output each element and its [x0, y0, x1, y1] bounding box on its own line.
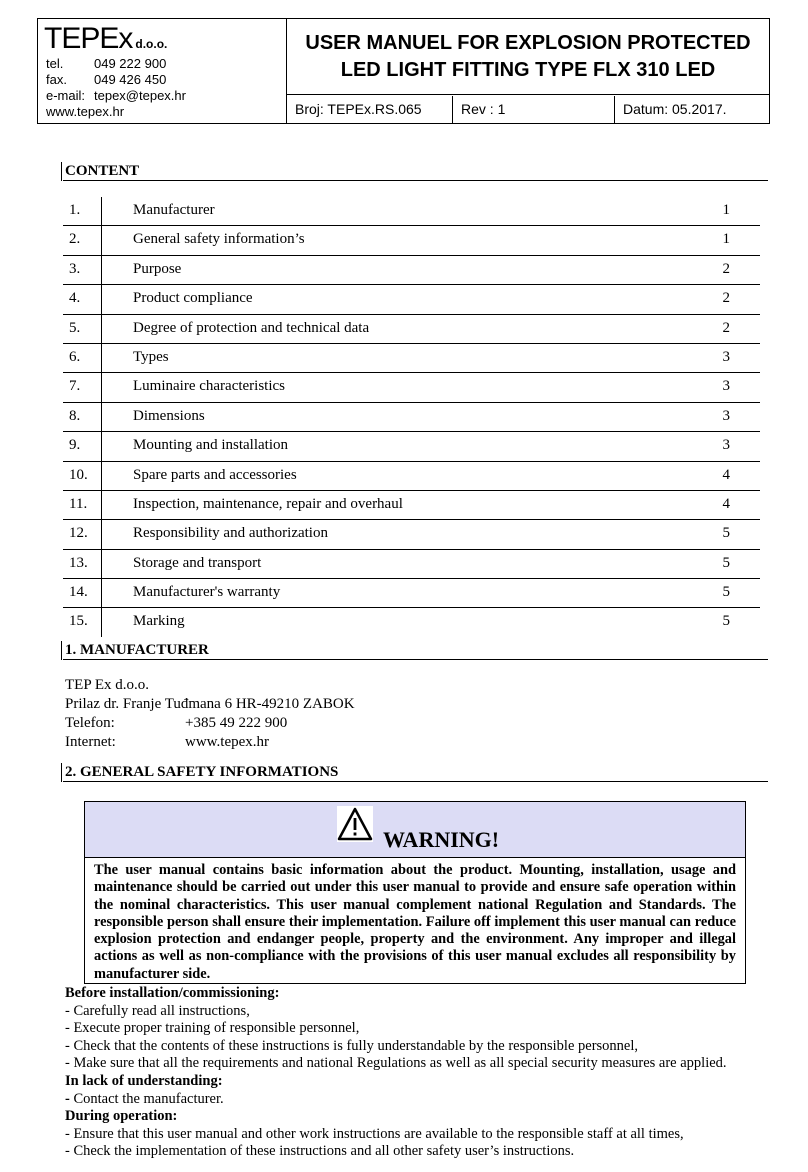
- company-logo: TEPEx d.o.o.: [44, 22, 168, 55]
- toc-row[interactable]: [63, 579, 760, 608]
- contact-email: e-mail: tepex@tepex.hr: [46, 88, 186, 103]
- toc-number: 9.: [69, 437, 81, 454]
- toc-page: 2: [722, 290, 730, 307]
- toc-number: 3.: [69, 260, 81, 277]
- toc-title: Marking: [133, 613, 185, 630]
- toc-title: General safety information’s: [133, 231, 305, 248]
- title-line-2: LED LIGHT FITTING TYPE FLX 310 LED: [340, 59, 716, 81]
- safety-instructions: [65, 985, 765, 1161]
- during-heading: During operation:: [65, 1108, 178, 1125]
- toc-title: Purpose: [133, 260, 182, 277]
- toc-row[interactable]: [63, 256, 760, 285]
- doc-number: Broj: TEPEx.RS.065: [287, 96, 453, 123]
- toc-title: Manufacturer: [133, 202, 215, 218]
- before-item: - Carefully read all instructions,: [65, 1002, 250, 1019]
- toc-page: 3: [722, 407, 730, 424]
- toc-number: 2.: [69, 231, 81, 248]
- toc-page: 1: [722, 231, 730, 248]
- toc-title: Dimensions: [133, 407, 205, 424]
- contact-fax: fax. 049 426 450: [46, 72, 167, 87]
- during-item: - Check the implementation of these instructions and all other safety user’s instructions.: [65, 1143, 575, 1160]
- warning-header: [85, 802, 745, 858]
- toc-row[interactable]: [63, 491, 760, 520]
- before-item: - Execute proper training of responsible personnel,: [65, 1020, 360, 1037]
- toc-page: 5: [722, 584, 730, 601]
- toc-page: 4: [722, 466, 730, 483]
- lack-heading: In lack of understanding:: [65, 1072, 223, 1089]
- toc-number: 7.: [69, 378, 81, 395]
- toc-row[interactable]: [63, 403, 760, 432]
- toc-title: Mounting and installation: [133, 437, 288, 454]
- toc-row[interactable]: [63, 520, 760, 549]
- toc-number: 4.: [69, 290, 81, 307]
- toc-number: 11.: [69, 495, 88, 512]
- toc-row[interactable]: [63, 550, 760, 579]
- warning-title: WARNING!: [383, 827, 500, 852]
- toc-row[interactable]: [63, 285, 760, 314]
- content-heading: CONTENT: [63, 162, 768, 181]
- toc-row[interactable]: [63, 432, 760, 461]
- toc-page: 1: [722, 202, 730, 218]
- toc-title: Responsibility and authorization: [133, 525, 328, 542]
- toc-number: 5.: [69, 319, 81, 336]
- toc-title: Storage and transport: [133, 554, 262, 571]
- toc-title: Inspection, maintenance, repair and overhaul: [133, 495, 403, 512]
- toc-row[interactable]: [63, 197, 760, 226]
- toc-page: 4: [722, 495, 730, 512]
- toc-title: Manufacturer's warranty: [133, 584, 281, 601]
- contact-tel: tel. 049 222 900: [46, 56, 167, 71]
- manufacturer-address: [65, 676, 355, 752]
- before-heading: Before installation/commissioning:: [65, 985, 280, 1001]
- safety-heading: 2. GENERAL SAFETY INFORMATIONS: [63, 763, 768, 782]
- toc-page: 5: [722, 613, 730, 630]
- toc-number: 13.: [69, 554, 88, 571]
- before-item: - Make sure that all the requirements and national Regulations as well as all special security measures are applied.: [65, 1055, 727, 1072]
- table-of-contents: [63, 197, 760, 637]
- toc-page: 5: [722, 554, 730, 571]
- toc-number: 14.: [69, 584, 88, 601]
- title-line-1: USER MANUEL FOR EXPLOSION PROTECTED: [305, 32, 751, 54]
- phone-line: Telefon: +385 49 222 900: [65, 715, 288, 731]
- toc-number: 12.: [69, 525, 88, 542]
- toc-number: 6.: [69, 348, 81, 365]
- doc-date: Datum: 05.2017.: [623, 101, 727, 117]
- warning-triangle-icon: [337, 806, 373, 842]
- toc-row[interactable]: [63, 226, 760, 255]
- toc-number: 1.: [69, 202, 81, 218]
- toc-page: 2: [722, 260, 730, 277]
- manufacturer-heading: 1. MANUFACTURER: [63, 641, 768, 660]
- toc-page: 2: [722, 319, 730, 336]
- toc-row[interactable]: [63, 373, 760, 402]
- warning-box: [84, 801, 746, 984]
- lack-item: - Contact the manufacturer.: [65, 1090, 224, 1107]
- toc-title: Spare parts and accessories: [133, 466, 297, 483]
- toc-title: Types: [133, 348, 169, 365]
- toc-page: 3: [722, 378, 730, 395]
- toc-row[interactable]: [63, 344, 760, 373]
- toc-row[interactable]: [63, 608, 760, 636]
- toc-title: Luminaire characteristics: [133, 378, 286, 395]
- company-block: [38, 19, 287, 123]
- toc-page: 5: [722, 525, 730, 542]
- document-header: [37, 18, 770, 124]
- toc-row[interactable]: [63, 462, 760, 491]
- toc-number: 15.: [69, 613, 88, 630]
- company-name: TEP Ex d.o.o.: [65, 677, 150, 693]
- revision: Rev : 1: [453, 96, 615, 123]
- before-item: - Check that the contents of these instructions is fully understandable by the responsible personnel,: [65, 1037, 639, 1054]
- during-item: - Ensure that this user manual and other work instructions are available to the responsible staff at all times,: [65, 1125, 684, 1142]
- document-title: [287, 19, 769, 95]
- internet-link[interactable]: www.tepex.hr: [185, 734, 270, 750]
- toc-page: 3: [722, 348, 730, 365]
- warning-text: The user manual contains basic information about the product. Mounting, installation, usage and maintenance should be carried out under this user manual to provide and ensure safe operation within the nominal characteristics. This user manual complement national Regulation and Standards. The responsible person shall ensure their implementation. Failure off implement this user manual can reduce explosion protection and endanger people, property and the environment. Any improper and illegal actions as well as non-compliance with the provisions of this user manual excludes all responsibility by manufacturer side.: [94, 862, 736, 982]
- toc-row[interactable]: [63, 315, 760, 344]
- toc-number: 8.: [69, 407, 81, 424]
- internet-line: Internet: www.tepex.hr: [65, 734, 270, 750]
- toc-title: Degree of protection and technical data: [133, 319, 370, 336]
- street-address: Prilaz dr. Franje Tuđmana 6 HR-49210 ZABOK: [65, 696, 355, 712]
- toc-page: 3: [722, 437, 730, 454]
- toc-number: 10.: [69, 466, 88, 483]
- contact-website[interactable]: www.tepex.hr: [46, 104, 125, 119]
- toc-title: Product compliance: [133, 290, 253, 307]
